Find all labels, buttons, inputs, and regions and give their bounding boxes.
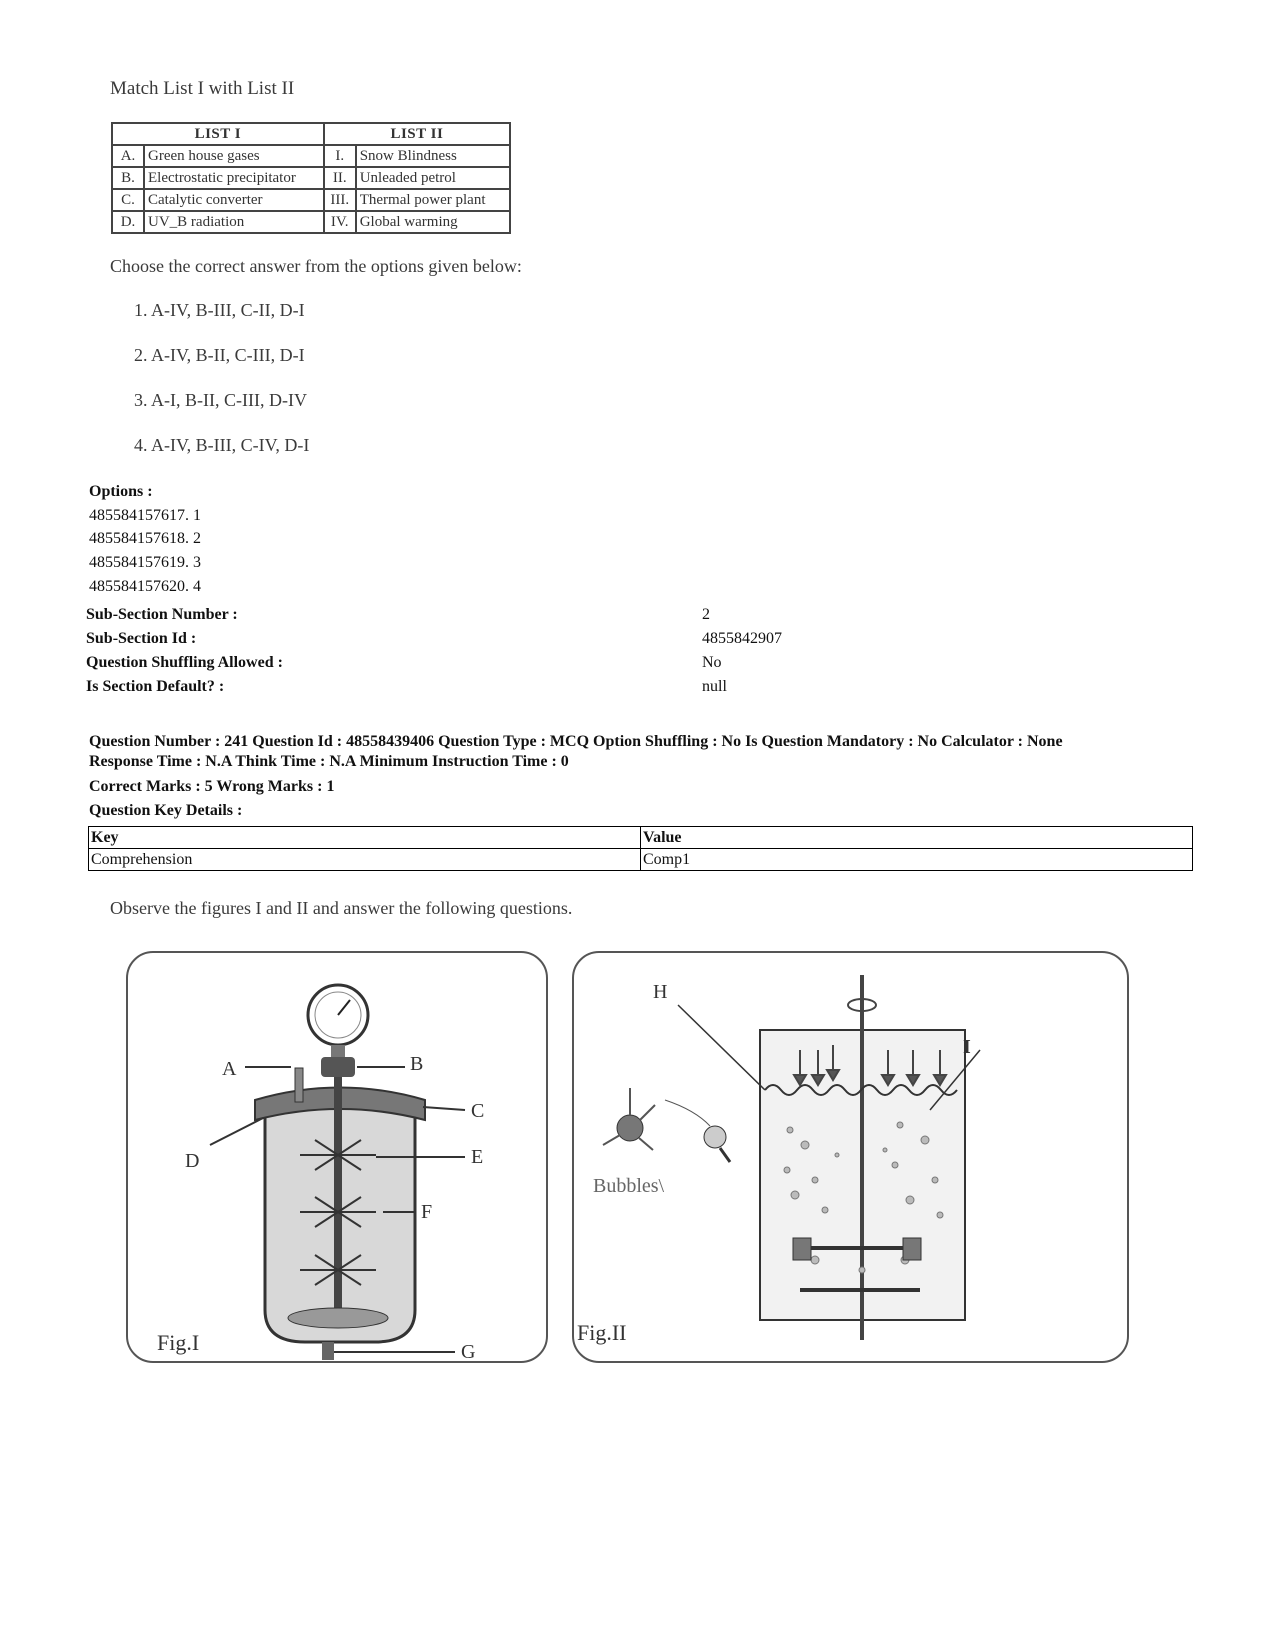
- list-one-item: Electrostatic precipitator: [144, 167, 324, 189]
- fig1-stirred-tank-reactor: [127, 952, 547, 1363]
- fig1-label: A: [222, 1058, 237, 1080]
- marks-info: Correct Marks : 5 Wrong Marks : 1: [89, 778, 335, 795]
- fig2-label: I: [963, 1036, 971, 1058]
- match-list-table: [111, 122, 511, 234]
- fig1-label: E: [471, 1146, 484, 1168]
- list-two-item: Global warming: [356, 211, 510, 233]
- bubbles-label: Bubbles\: [593, 1175, 665, 1197]
- table-row: [112, 167, 510, 189]
- fig1-label: G: [461, 1341, 476, 1363]
- question-header-line: Question Number : 241 Question Id : 48558439406 Question Type : MCQ Option Shuffling : No Is Question Mandatory : No Calculator : None: [89, 733, 1063, 750]
- list-two-item: Unleaded petrol: [356, 167, 510, 189]
- table-header-row: [89, 827, 1193, 849]
- list-two-key: III.: [324, 189, 356, 211]
- list-two-key: I.: [324, 145, 356, 167]
- key-cell: Comprehension: [89, 849, 641, 871]
- list-one-key: B.: [112, 167, 144, 189]
- bubble-molecule-icon: [617, 1115, 643, 1141]
- fig2-caption: Fig.II: [577, 1320, 627, 1345]
- list-two-key: II.: [324, 167, 356, 189]
- list-two-item: Snow Blindness: [356, 145, 510, 167]
- option-item: 485584157618. 2: [89, 530, 201, 547]
- options-label: Options :: [89, 483, 153, 500]
- question-shuffling-label: Question Shuffling Allowed :: [86, 654, 283, 671]
- subsection-id-label: Sub-Section Id :: [86, 630, 197, 647]
- answer-choice: 2. A-IV, B-II, C-III, D-I: [134, 345, 305, 365]
- subsection-number-value: 2: [702, 606, 710, 623]
- list-one-header: LIST I: [112, 123, 324, 145]
- fig2-sparged-tank: [573, 952, 1128, 1362]
- section-default-value: null: [702, 678, 727, 695]
- list-two-key: IV.: [324, 211, 356, 233]
- answer-choice: 4. A-IV, B-III, C-IV, D-I: [134, 435, 310, 455]
- fig1-label: F: [421, 1201, 433, 1223]
- fig1-label: C: [471, 1100, 485, 1122]
- fig2-label: H: [653, 981, 668, 1003]
- list-one-item: Catalytic converter: [144, 189, 324, 211]
- table-row: [112, 145, 510, 167]
- key-details-label: Question Key Details :: [89, 802, 243, 819]
- list-one-key: A.: [112, 145, 144, 167]
- table-row: [89, 849, 1193, 871]
- fig1-label: D: [185, 1150, 200, 1172]
- option-item: 485584157617. 1: [89, 507, 201, 524]
- list-two-header: LIST II: [324, 123, 510, 145]
- magnifier-icon: [704, 1126, 726, 1148]
- question-shuffling-value: No: [702, 654, 722, 671]
- option-item: 485584157619. 3: [89, 554, 201, 571]
- key-details-table: [88, 826, 1193, 871]
- table-row: [112, 189, 510, 211]
- table-row: [112, 211, 510, 233]
- comprehension-text: Observe the figures I and II and answer the following questions.: [110, 898, 573, 918]
- question-instruction: Choose the correct answer from the options given below:: [110, 256, 522, 276]
- option-item: 485584157620. 4: [89, 578, 201, 595]
- fig1-label: B: [410, 1053, 424, 1075]
- value-cell: Comp1: [641, 849, 1193, 871]
- fig1-caption: Fig.I: [157, 1330, 200, 1355]
- list-one-key: C.: [112, 189, 144, 211]
- question-header: [89, 732, 1199, 772]
- answer-choice: 3. A-I, B-II, C-III, D-IV: [134, 390, 307, 410]
- key-header: Key: [89, 827, 641, 849]
- list-two-item: Thermal power plant: [356, 189, 510, 211]
- section-default-label: Is Section Default? :: [86, 678, 225, 695]
- subsection-number-label: Sub-Section Number :: [86, 606, 238, 623]
- question-title: Match List I with List II: [110, 78, 295, 99]
- list-one-key: D.: [112, 211, 144, 233]
- list-one-item: UV_B radiation: [144, 211, 324, 233]
- comprehension-figures: [125, 950, 1140, 1370]
- list-one-item: Green house gases: [144, 145, 324, 167]
- value-header: Value: [641, 827, 1193, 849]
- subsection-id-value: 4855842907: [702, 630, 782, 647]
- question-header-line: Response Time : N.A Think Time : N.A Minimum Instruction Time : 0: [89, 753, 569, 770]
- answer-choice: 1. A-IV, B-III, C-II, D-I: [134, 300, 305, 320]
